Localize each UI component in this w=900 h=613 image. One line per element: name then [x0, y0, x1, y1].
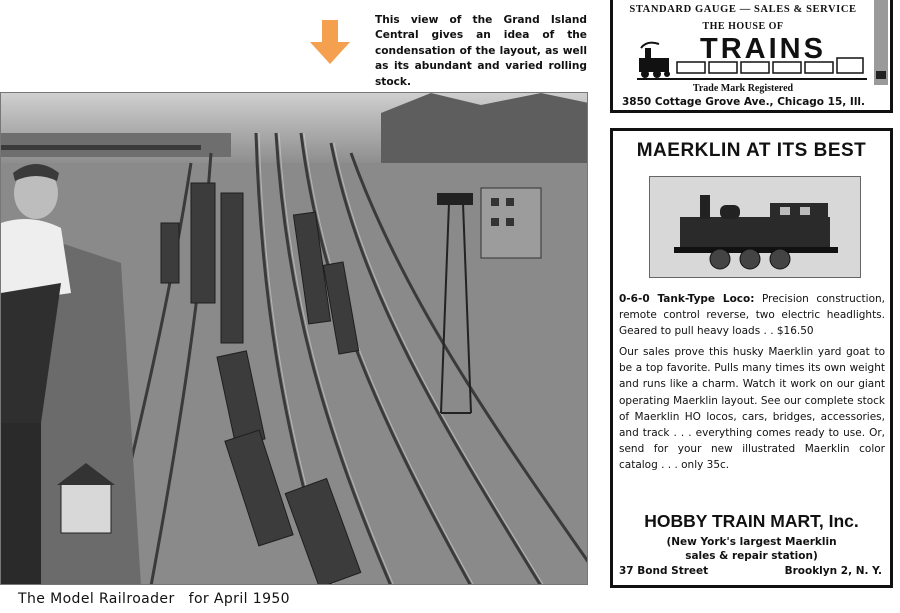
down-arrow-icon — [310, 20, 350, 64]
house-of-trains-ad — [610, 0, 893, 113]
product-name: 0-6-0 Tank-Type Loco: — [619, 293, 755, 305]
store-city: Brooklyn 2, N. Y. — [784, 565, 882, 577]
locomotive-photo — [649, 176, 861, 278]
trains-brand: TRAINS — [700, 33, 826, 65]
scrollbar[interactable] — [874, 0, 888, 85]
scrollbar-thumb[interactable] — [876, 71, 886, 79]
page-footer — [18, 591, 290, 607]
ad-address: 3850 Cottage Grove Ave., Chicago 15, Ill. — [622, 96, 866, 108]
ad-body-text: Our sales prove this husky Maerklin yard goat to be a top favorite. Pulls many times its own weight and runs like a charm. Watch it work on our giant operating Maerklin layout. See our complete stock of Maerklin HO locos, cars, bridges, accessories, and track . . . everything comes ready to use. Or, send for your new illustrated Maerklin color catalog . . . only 35c. — [619, 346, 885, 472]
product-details: Precision construction, remote control reverse, two electric headlights. Geared to pull heavy loads . . $16.50 — [619, 293, 885, 338]
store-street: 37 Bond Street — [619, 565, 709, 577]
ad-house-of: THE HOUSE OF — [702, 21, 784, 32]
layout-photograph — [0, 92, 588, 585]
trademark-note: Trade Mark Registered — [692, 83, 794, 94]
store-subtitle-line-2: sales & repair station) — [685, 550, 818, 562]
photo-caption: This view of the Grand Island Central gives an idea of the condensation of the layout, as well as its abundant and varied rolling stock. — [375, 14, 587, 88]
store-name: HOBBY TRAIN MART, Inc. — [644, 511, 859, 531]
magazine-name: The Model Railroader — [18, 591, 175, 607]
product-description — [619, 291, 885, 340]
store-subtitle-line-1: (New York's largest Maerklin — [666, 536, 837, 548]
maerklin-ad — [610, 128, 893, 588]
issue-date: for April 1950 — [188, 591, 290, 607]
ad-headline: MAERKLIN AT ITS BEST — [636, 140, 867, 161]
ad-tagline: STANDARD GAUGE — SALES & SERVICE — [629, 4, 857, 15]
store-subtitle — [613, 535, 890, 563]
